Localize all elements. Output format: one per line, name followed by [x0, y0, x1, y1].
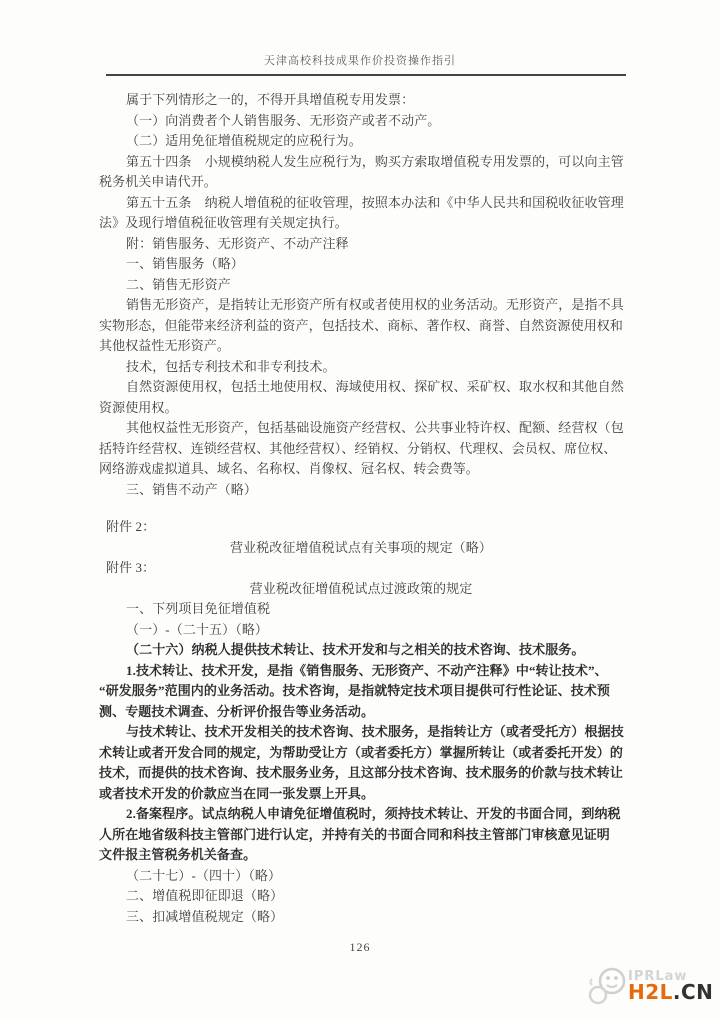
- watermark-brand-suffix: .CN: [672, 980, 714, 1004]
- text-line: 一、销售服务（略）: [126, 256, 244, 271]
- text-line: 括特许经营权、连锁经营权、其他经营权）、经销权、分销权、代理权、会员权、席位权、: [99, 440, 617, 456]
- text-line: （二）适用免征增值税规定的应税行为。: [126, 133, 362, 148]
- text-line: 技术，包括专利技术和非专利技术。: [126, 358, 336, 374]
- text-line: （一）-（二十五）（略）: [126, 621, 269, 637]
- document-body: [99, 90, 623, 927]
- text-line: 附：销售服务、无形资产、不动产注释: [126, 235, 349, 251]
- text-line: 其他权益性无形资产，包括基础设施资产经营权、公共事业特许权、配额、经营权（包: [126, 420, 624, 435]
- text-line: 与技术转让、技术开发相关的技术咨询、技术服务，是指转让方（或者受托方）根据技: [126, 724, 624, 739]
- text-line: 2.备案程序。试点纳税人申请免征增值税时，须持技术转让、开发的书面合同，到纳税: [126, 806, 621, 821]
- text-line: （一）向消费者个人销售服务、无形资产或者不动产。: [126, 112, 441, 128]
- text-line: 销售无形资产，是指转让无形资产所有权或者使用权的业务活动。无形资产，是指不具: [126, 297, 624, 312]
- text-line: 网络游戏虚拟道具、域名、名称权、肖像权、冠名权、转会费等。: [99, 461, 479, 476]
- text-line: 1.技术转让、技术开发，是指《销售服务、无形资产、不动产注释》中“转让技术”、: [126, 662, 608, 678]
- text-line: 二、增值税即征即退（略）: [126, 888, 284, 903]
- text-line: 附件 3：: [106, 560, 156, 575]
- text-line: 测、专题技术调查、分析评价报告等业务活动。: [99, 703, 375, 719]
- text-line: 文件报主管税务机关备查。: [99, 847, 257, 862]
- text-line: 第五十五条 纳税人增值税的征收管理，按照本办法和《中华人民共和国税收征收管理: [126, 194, 624, 210]
- watermark-brand: [628, 980, 713, 1004]
- text-line: 第五十四条 小规模纳税人发生应税行为，购买方索取增值税专用发票的，可以向主管: [126, 153, 624, 169]
- watermark-brand-primary: H2L: [628, 980, 673, 1004]
- text-line: 实物形态，但能带来经济利益的资产，包括技术、商标、著作权、商誉、自然资源使用权和: [99, 317, 624, 333]
- page-number: 126: [349, 940, 371, 954]
- watermark: [586, 963, 718, 1013]
- text-line: 法》及现行增值税征收管理有关规定执行。: [99, 215, 348, 230]
- text-line: 三、销售不动产（略）: [126, 481, 258, 497]
- text-line: 其他权益性无形资产。: [99, 338, 231, 353]
- text-line: 自然资源使用权，包括土地使用权、海域使用权、探矿权、采矿权、取水权和其他自然: [126, 379, 624, 394]
- text-line: 一、下列项目免征增值税: [126, 601, 271, 616]
- text-line: 资源使用权。: [99, 399, 178, 415]
- text-line: 属于下列情形之一的，不得开具增值税专用发票：: [126, 92, 415, 107]
- text-line: （二十七）-（四十）（略）: [126, 867, 282, 883]
- smiley-face-logo-icon: [586, 965, 630, 1009]
- text-line: “研发服务”范围内的业务活动。技术咨询，是指就特定技术项目提供可行性论证、技术预: [99, 683, 611, 698]
- text-line: 或者技术开发的价款应当在同一张发票上开具。: [99, 785, 375, 801]
- text-line: 术转让或者开发合同的规定，为帮助受让方（或者委托方）掌握所转让（或者委托开发）的: [99, 744, 624, 760]
- text-line: （二十六）纳税人提供技术转让、技术开发和与之相关的技术咨询、技术服务。: [126, 642, 585, 657]
- text-line: 三、扣减增值税规定（略）: [126, 908, 284, 924]
- text-line: 营业税改征增值税试点有关事项的规定（略）: [229, 539, 492, 555]
- text-line: 税务机关申请代开。: [99, 174, 217, 189]
- text-line: 人所在地省级科技主管部门进行认定，并持有关的书面合同和科技主管部门审核意见证明: [99, 826, 610, 842]
- text-line: 附件 2：: [106, 519, 156, 534]
- text-line: 技术，而提供的技术咨询、技术服务业务，且这部分技术咨询、技术服务的价款与技术转让: [99, 765, 624, 780]
- header-rule: [106, 74, 626, 76]
- page-header-title: 天津高校科技成果作价投资操作指引: [264, 55, 456, 67]
- watermark-faint-text: IPRLaw: [628, 969, 688, 984]
- text-line: 二、销售无形资产: [126, 276, 231, 292]
- text-line: 营业税改征增值税试点过渡政策的规定: [249, 580, 473, 596]
